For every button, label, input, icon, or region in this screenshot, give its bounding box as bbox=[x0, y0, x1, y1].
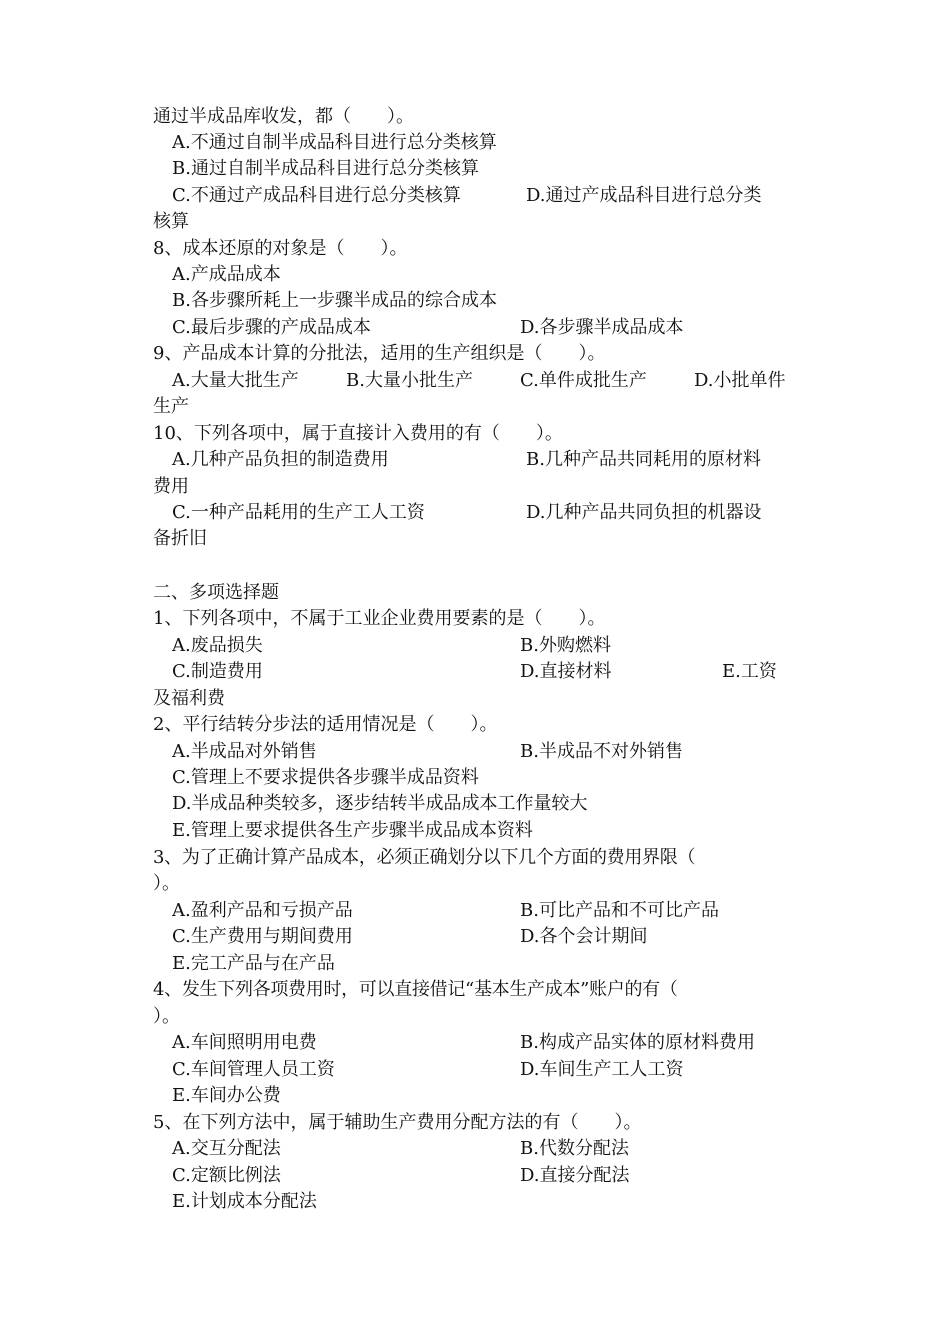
option-d: D.车间生产工人工资 bbox=[520, 1059, 684, 1080]
option-line bbox=[172, 262, 822, 288]
option-line bbox=[172, 315, 822, 341]
option-line bbox=[172, 1057, 822, 1083]
option-b: B.各步骤所耗上一步骤半成品的综合成本 bbox=[172, 290, 497, 311]
question-8 bbox=[153, 236, 803, 262]
question-9 bbox=[153, 341, 803, 367]
wrap-line bbox=[153, 394, 803, 420]
option-b: B.大量小批生产 bbox=[346, 370, 473, 391]
option-d: D.几种产品共同负担的机器设 bbox=[526, 502, 762, 523]
option-d: D.通过产成品科目进行总分类 bbox=[526, 185, 762, 206]
wrap-line bbox=[153, 474, 803, 500]
option-c: C.最后步骤的产成品成本 bbox=[172, 317, 371, 338]
option-line bbox=[172, 183, 822, 209]
question-m1 bbox=[153, 606, 803, 632]
option-line bbox=[172, 1030, 822, 1056]
option-e: E.计划成本分配法 bbox=[172, 1191, 317, 1212]
option-e: E.工资 bbox=[722, 661, 777, 682]
question-m2 bbox=[153, 712, 803, 738]
option-line bbox=[172, 818, 822, 844]
question-stem-continuation bbox=[153, 104, 803, 130]
option-b: B.外购燃料 bbox=[520, 635, 611, 656]
option-c: C.单件成批生产 bbox=[520, 370, 647, 391]
question-m5 bbox=[153, 1110, 803, 1136]
question-text: 8、成本还原的对象是（ ）。 bbox=[153, 238, 408, 259]
option-line bbox=[172, 1083, 822, 1109]
wrap-line bbox=[153, 1004, 803, 1030]
wrap-line bbox=[153, 209, 803, 235]
option-b: B.构成产品实体的原材料费用 bbox=[520, 1032, 755, 1053]
option-a: A.交互分配法 bbox=[172, 1138, 281, 1159]
option-c: C.一种产品耗用的生产工人工资 bbox=[172, 502, 425, 523]
option-line bbox=[172, 898, 822, 924]
question-text: 3、为了正确计算产品成本，必须正确划分以下几个方面的费用界限（ bbox=[153, 847, 696, 868]
option-line bbox=[172, 951, 822, 977]
text-line: 备折旧 bbox=[153, 528, 207, 549]
option-e: E.管理上要求提供各生产步骤半成品成本资料 bbox=[172, 820, 533, 841]
option-line bbox=[172, 1163, 822, 1189]
question-10 bbox=[153, 421, 803, 447]
option-line bbox=[172, 447, 822, 473]
question-text: 5、在下列方法中，属于辅助生产费用分配方法的有（ ）。 bbox=[153, 1112, 642, 1133]
question-text: 1、下列各项中，不属于工业企业费用要素的是（ ）。 bbox=[153, 608, 606, 629]
wrap-line bbox=[153, 686, 803, 712]
question-m4 bbox=[153, 977, 803, 1003]
option-c: C.生产费用与期间费用 bbox=[172, 926, 353, 947]
option-e: E.完工产品与在产品 bbox=[172, 953, 335, 974]
option-b: B.半成品不对外销售 bbox=[520, 741, 683, 762]
text-line: ）。 bbox=[153, 1006, 180, 1027]
option-a: A.不通过自制半成品科目进行总分类核算 bbox=[172, 132, 497, 153]
text-line: 生产 bbox=[153, 396, 189, 417]
option-d: D.直接分配法 bbox=[520, 1165, 630, 1186]
option-line bbox=[172, 633, 822, 659]
text-line: ）。 bbox=[153, 873, 180, 894]
option-line bbox=[172, 130, 822, 156]
option-b: B.代数分配法 bbox=[520, 1138, 629, 1159]
option-a: A.盈利产品和亏损产品 bbox=[172, 900, 353, 921]
option-d: D.各个会计期间 bbox=[520, 926, 648, 947]
option-line bbox=[172, 791, 822, 817]
option-line bbox=[172, 156, 822, 182]
option-a: A.大量大批生产 bbox=[172, 370, 299, 391]
section-heading bbox=[153, 580, 803, 606]
option-c: C.管理上不要求提供各步骤半成品资料 bbox=[172, 767, 479, 788]
section-title: 二、多项选择题 bbox=[153, 582, 279, 603]
option-d: D.各步骤半成品成本 bbox=[520, 317, 684, 338]
question-m3 bbox=[153, 845, 803, 871]
text-line: 及福利费 bbox=[153, 688, 225, 709]
option-c: C.不通过产成品科目进行总分类核算 bbox=[172, 185, 461, 206]
option-c: C.制造费用 bbox=[172, 661, 263, 682]
option-b: B.几种产品共同耗用的原材料 bbox=[526, 449, 761, 470]
option-line bbox=[172, 368, 822, 394]
option-line bbox=[172, 1189, 822, 1215]
option-line bbox=[172, 500, 822, 526]
option-a: A.产成品成本 bbox=[172, 264, 281, 285]
option-line bbox=[172, 924, 822, 950]
question-text: 10、下列各项中，属于直接计入费用的有（ ）。 bbox=[153, 423, 563, 444]
option-line bbox=[172, 288, 822, 314]
wrap-line bbox=[153, 871, 803, 897]
option-line bbox=[172, 765, 822, 791]
option-d: D.半成品种类较多，逐步结转半成品成本工作量较大 bbox=[172, 793, 588, 814]
option-d: D.直接材料 bbox=[520, 661, 612, 682]
option-line bbox=[172, 739, 822, 765]
option-d: D.小批单件 bbox=[694, 370, 786, 391]
option-b: B.可比产品和不可比产品 bbox=[520, 900, 719, 921]
option-c: C.定额比例法 bbox=[172, 1165, 281, 1186]
option-a: A.车间照明用电费 bbox=[172, 1032, 317, 1053]
text-line: 通过半成品库收发，都（ ）。 bbox=[153, 106, 414, 127]
option-a: A.废品损失 bbox=[172, 635, 263, 656]
option-line bbox=[172, 659, 822, 685]
question-text: 2、平行结转分步法的适用情况是（ ）。 bbox=[153, 714, 498, 735]
option-c: C.车间管理人员工资 bbox=[172, 1059, 335, 1080]
option-a: A.几种产品负担的制造费用 bbox=[172, 449, 389, 470]
option-a: A.半成品对外销售 bbox=[172, 741, 317, 762]
question-text: 9、产品成本计算的分批法，适用的生产组织是（ ）。 bbox=[153, 343, 606, 364]
option-e: E.车间办公费 bbox=[172, 1085, 281, 1106]
text-line: 费用 bbox=[153, 476, 189, 497]
wrap-line bbox=[153, 526, 803, 552]
question-text: 4、发生下列各项费用时，可以直接借记“基本生产成本”账户的有（ bbox=[153, 979, 678, 1000]
text-line: 核算 bbox=[153, 211, 189, 232]
option-line bbox=[172, 1136, 822, 1162]
option-b: B.通过自制半成品科目进行总分类核算 bbox=[172, 158, 479, 179]
